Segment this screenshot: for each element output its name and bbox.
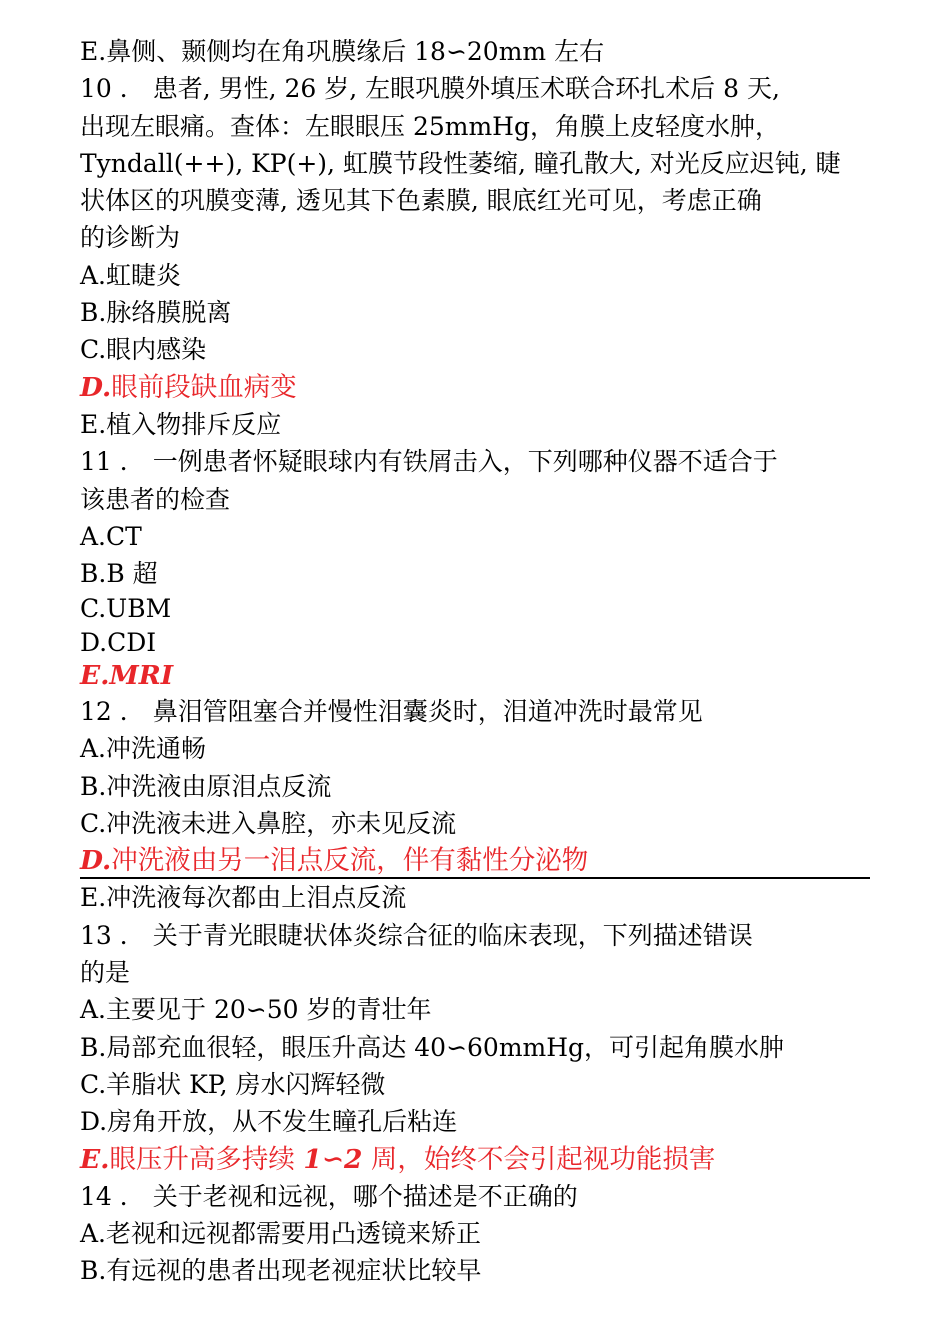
option-a: A.冲洗通畅 [80, 734, 207, 764]
option-a: A.主要见于 20∽50 岁的青壮年 [80, 995, 432, 1025]
option-c: C.眼内感染 [80, 335, 207, 365]
answer-q10 [80, 369, 870, 406]
option-b: B.局部充血很轻，眼压升高达 40∽60mmHg，可引起角膜水肿 [80, 1032, 785, 1062]
option-a: A.CT [80, 521, 142, 551]
option-b: B.有远视的患者出现老视症状比较早 [80, 1256, 482, 1286]
option-line: E.鼻侧、颞侧均在角巩膜缘后 18∽20mm 左右 [80, 37, 605, 66]
option-a: A.虹睫炎 [80, 260, 182, 290]
question-13-stem: 的是 [80, 958, 131, 988]
option-b: B.脉络膜脱离 [80, 298, 232, 328]
question-13-stem: 13 ． 关于青光眼睫状体炎综合征的临床表现，下列描述错误 [80, 920, 753, 950]
answer-q11: E.MRI [80, 660, 174, 692]
option-b: B.B 超 [80, 559, 158, 589]
option-d: D.CDI [80, 627, 157, 657]
answer-text: 冲洗液由另一泪点反流，伴有黏性分泌物 [111, 845, 589, 877]
option-e: E.冲洗液每次都由上泪点反流 [80, 883, 407, 913]
answer-range: 1∽2 [303, 1143, 363, 1175]
question-10-stem: Tyndall(++), KP(+), 虹膜节段性萎缩, 瞳孔散大, 对光反应迟钝, 睫 [80, 148, 841, 178]
option-e: E.植入物排斥反应 [80, 409, 282, 439]
question-14-stem: 14 ． 关于老视和远视，哪个描述是不正确的 [80, 1181, 578, 1211]
question-10-stem: 的诊断为 [80, 223, 181, 253]
option-d: D.房角开放，从不发生瞳孔后粘连 [80, 1107, 458, 1137]
option-a: A.老视和远视都需要用凸透镜来矫正 [80, 1219, 482, 1249]
option-c: C.羊脂状 KP, 房水闪辉轻微 [80, 1069, 386, 1099]
answer-letter: E. [80, 1143, 110, 1175]
question-10-stem: 出现左眼痛。查体：左眼眼压 25mmHg，角膜上皮轻度水肿， [80, 111, 780, 141]
option-c: C.冲洗液未进入鼻腔，亦未见反流 [80, 808, 457, 838]
answer-q12 [80, 842, 870, 879]
answer-text: 眼前段缺血病变 [111, 371, 297, 403]
answer-letter: D. [80, 845, 112, 877]
answer-text: 眼压升高多持续 [109, 1143, 304, 1175]
question-11-stem: 该患者的检查 [80, 484, 231, 514]
question-11-stem: 11 ． 一例患者怀疑眼球内有铁屑击入，下列哪种仪器不适合于 [80, 447, 778, 477]
answer-text: 周，始终不会引起视功能损害 [362, 1143, 716, 1175]
answer-q13 [80, 1141, 870, 1178]
option-b: B.冲洗液由原泪点反流 [80, 771, 332, 801]
question-10-stem: 10 ． 患者, 男性, 26 岁, 左眼巩膜外填压术联合环扎术后 8 天, [80, 74, 780, 104]
document-page [80, 33, 870, 1290]
answer-letter: D. [80, 371, 112, 403]
option-c: C.UBM [80, 594, 172, 624]
question-10-stem: 状体区的巩膜变薄, 透见其下色素膜, 眼底红光可见，考虑正确 [80, 186, 762, 216]
question-12-stem: 12 ． 鼻泪管阻塞合并慢性泪囊炎时，泪道冲洗时最常见 [80, 696, 703, 726]
